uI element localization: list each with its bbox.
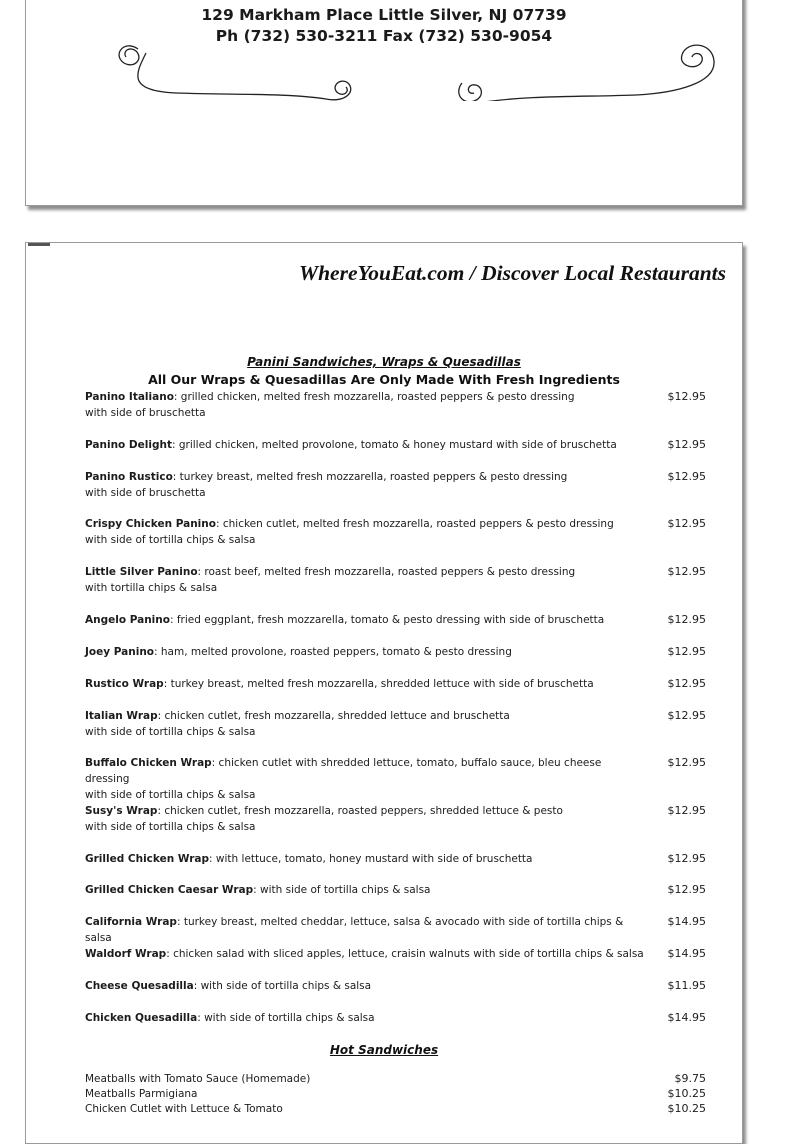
menu-item-name: California Wrap: [85, 916, 177, 928]
menu-item-description: : turkey breast, melted cheddar, lettuce, salsa & avocado with side of tortilla chips & salsa: [85, 916, 624, 944]
menu-item-price: $14.95: [667, 1011, 706, 1024]
menu-item-description-cont: with side of tortilla chips & salsa: [85, 726, 256, 738]
menu-item-description: : with side of tortilla chips & salsa: [253, 884, 431, 896]
menu-item-name: Rustico Wrap: [85, 678, 164, 690]
menu-item-description-cont: with side of bruschetta: [85, 407, 206, 419]
menu-item: [85, 516, 645, 548]
menu-item: [85, 469, 645, 501]
menu-item-price: $12.95: [667, 613, 706, 626]
menu-item-price: $12.95: [667, 470, 706, 483]
menu-item-line: [85, 978, 645, 994]
menu-item-line: [85, 708, 645, 724]
menu-item-name: Little Silver Panino: [85, 566, 198, 578]
menu-item-description: : roast beef, melted fresh mozzarella, roasted peppers & pesto dressing: [197, 566, 576, 578]
menu-item: [85, 612, 645, 628]
menu-item-name: Buffalo Chicken Wrap: [85, 757, 212, 769]
menu-item-line: [85, 882, 645, 898]
menu-item-line: [85, 946, 645, 962]
hot-item-name: Chicken Cutlet with Lettuce & Tomato: [85, 1103, 283, 1115]
menu-item-line: [85, 469, 645, 485]
menu-item-name: Grilled Chicken Caesar Wrap: [85, 884, 254, 896]
menu-item-price: $12.95: [667, 677, 706, 690]
menu-item-name: Grilled Chicken Wrap: [85, 853, 210, 865]
menu-item-description: : chicken salad with sliced apples, lettuce, craisin walnuts with side of tortilla chips & salsa: [166, 948, 644, 960]
panini-section-subheading: All Our Wraps & Quesadillas Are Only Made With Fresh Ingredients: [148, 372, 620, 387]
menu-item-price: $12.95: [667, 565, 706, 578]
hot-item-price: $10.25: [667, 1102, 706, 1115]
menu-item: [85, 644, 645, 660]
menu-item-name: Panino Rustico: [85, 471, 173, 483]
menu-item-line: [85, 389, 645, 405]
menu-item-price: $12.95: [667, 804, 706, 817]
menu-item-line: [85, 803, 645, 819]
restaurant-phone: Ph (732) 530-3211 Fax (732) 530-9054: [215, 27, 553, 45]
menu-item-description: : chicken cutlet, fresh mozzarella, roasted peppers, shredded lettuce & pesto: [157, 805, 563, 817]
hot-section-heading: Hot Sandwiches: [329, 1043, 439, 1057]
menu-item-line: [85, 676, 645, 692]
menu-item-price: $12.95: [667, 517, 706, 530]
menu-item: [85, 708, 645, 740]
menu-item-line: [85, 1010, 645, 1026]
menu-item-description-cont: with side of tortilla chips & salsa: [85, 534, 256, 546]
menu-item-description: : ham, melted provolone, roasted peppers, tomato & pesto dressing: [154, 646, 512, 658]
hot-item-price: $10.25: [667, 1087, 706, 1100]
panini-section-heading: Panini Sandwiches, Wraps & Quesadillas: [247, 355, 521, 369]
menu-item: [85, 882, 645, 898]
menu-item-price: $11.95: [667, 979, 706, 992]
menu-item-line: [85, 755, 645, 787]
menu-item: [85, 564, 645, 596]
menu-item-description: : chicken cutlet, fresh mozzarella, shredded lettuce and bruschetta: [157, 710, 510, 722]
menu-item-name: Susy's Wrap: [85, 805, 158, 817]
site-title: WhereYouEat.com / Discover Local Restaurants: [298, 261, 726, 285]
menu-item: [85, 803, 645, 835]
menu-item-price: $12.95: [667, 709, 706, 722]
menu-item-line: [85, 914, 645, 946]
menu-item-description: : with side of tortilla chips & salsa: [193, 980, 372, 992]
menu-item-name: Cheese Quesadilla: [85, 980, 194, 992]
menu-item-description: : with side of tortilla chips & salsa: [197, 1012, 375, 1024]
menu-item-description-cont: with tortilla chips & salsa: [85, 582, 218, 594]
menu-item-name: Chicken Quesadilla: [85, 1012, 198, 1024]
decorative-swirl-icon: [26, 21, 742, 101]
page-edge-mark: [28, 243, 50, 246]
menu-item-name: Italian Wrap: [85, 710, 158, 722]
menu-item-price: $14.95: [667, 947, 706, 960]
menu-item: [85, 755, 645, 803]
menu-item-description: : chicken cutlet, melted fresh mozzarella, roasted peppers & pesto dressing: [215, 518, 614, 530]
menu-item-name: Angelo Panino: [85, 614, 170, 626]
hot-item-name: Meatballs with Tomato Sauce (Homemade): [85, 1073, 311, 1085]
menu-item-price: $14.95: [667, 915, 706, 928]
header-page: [25, 0, 743, 206]
menu-item-description: : grilled chicken, melted provolone, tomato & honey mustard with side of bruschetta: [171, 439, 617, 451]
menu-item: [85, 978, 645, 994]
menu-item-name: Panino Italiano: [85, 391, 174, 403]
menu-item-description: : turkey breast, melted fresh mozzarella, shredded lettuce with side of bruschetta: [163, 678, 594, 690]
menu-item-name: Joey Panino: [85, 646, 155, 658]
menu-item: [85, 914, 645, 946]
menu-item-description: : grilled chicken, melted fresh mozzarella, roasted peppers & pesto dressing: [173, 391, 575, 403]
menu-item-description-cont: with side of tortilla chips & salsa: [85, 789, 256, 801]
menu-item-line: [85, 437, 645, 453]
menu-item-description: : chicken cutlet with shredded lettuce, tomato, buffalo sauce, bleu cheese dressing: [85, 757, 602, 785]
menu-item-line: [85, 612, 645, 628]
hot-item-price: $9.75: [674, 1072, 706, 1085]
menu-item-price: $12.95: [667, 756, 706, 769]
menu-item-name: Waldorf Wrap: [85, 948, 167, 960]
menu-item: [85, 946, 645, 962]
menu-item-line: [85, 644, 645, 660]
menu-item-description-cont: with side of bruschetta: [85, 487, 206, 499]
menu-item: [85, 676, 645, 692]
menu-item-description: : turkey breast, melted fresh mozzarella, roasted peppers & pesto dressing: [172, 471, 568, 483]
menu-item-description: : fried eggplant, fresh mozzarella, tomato & pesto dressing with side of bruschetta: [169, 614, 605, 626]
menu-item: [85, 1010, 645, 1026]
menu-item-price: $12.95: [667, 390, 706, 403]
menu-item-description: : with lettuce, tomato, honey mustard with side of bruschetta: [209, 853, 533, 865]
menu-item-name: Panino Delight: [85, 439, 172, 451]
menu-item-line: [85, 564, 645, 580]
menu-page: [25, 242, 743, 1144]
menu-item: [85, 851, 645, 867]
menu-item-line: [85, 516, 645, 532]
menu-item-price: $12.95: [667, 645, 706, 658]
menu-item: [85, 389, 645, 421]
menu-item-description-cont: with side of tortilla chips & salsa: [85, 821, 256, 833]
hot-item-name: Meatballs Parmigiana: [85, 1088, 198, 1100]
menu-item-price: $12.95: [667, 852, 706, 865]
menu-item-price: $12.95: [667, 883, 706, 896]
restaurant-address: 129 Markham Place Little Silver, NJ 07739: [201, 6, 567, 24]
menu-item-line: [85, 851, 645, 867]
menu-item-price: $12.95: [667, 438, 706, 451]
menu-item: [85, 437, 645, 453]
menu-item-name: Crispy Chicken Panino: [85, 518, 216, 530]
